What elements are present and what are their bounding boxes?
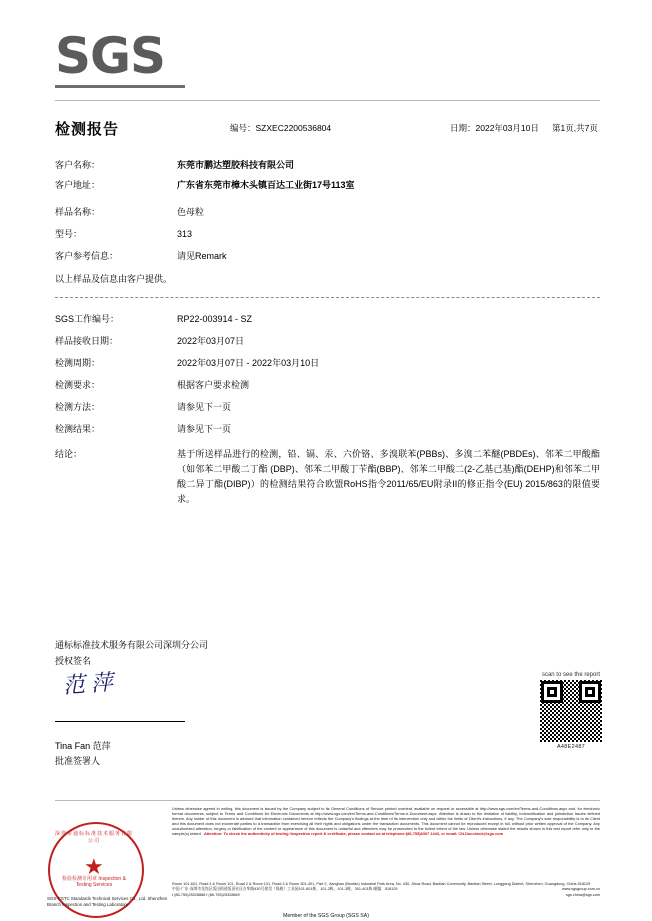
- qr-code-id: A48E2487: [556, 744, 586, 750]
- field-value: 色母粒: [177, 207, 205, 217]
- field-row: [55, 378, 600, 393]
- contact-email: sgs.china@sgs.com: [565, 892, 600, 897]
- field-row: [55, 312, 600, 327]
- field-row: [55, 422, 600, 437]
- field-row: [55, 400, 600, 415]
- sgs-member-line: Member of the SGS Group (SGS SA): [283, 913, 369, 919]
- field-row: [55, 249, 600, 264]
- report-date-label: 日期：: [450, 123, 476, 133]
- signer-role: 批准签署人: [55, 756, 101, 766]
- title-row: [55, 118, 600, 144]
- conclusion-text: 基于所送样品进行的检测，铅、镉、汞、六价铬、多溴联苯(PBBs)、多溴二苯醚(PBDEs)、邻苯二甲酸酯（如邻苯二甲酸二丁酯 (DBP)、邻苯二甲酸丁苄酯(BBP)、邻苯二甲酸二(2-乙基己基)酯(DEHP)和邻苯二甲酸二异丁酯(DIBP)）的检测结果符合欧盟RoHS指令2011/65/EU附录II的修正指令(EU) 2015/863的限值要求。: [177, 449, 600, 504]
- authorized-signature-label: 授权签名: [55, 656, 92, 666]
- field-value: 根据客户要求检测: [177, 380, 250, 390]
- handwritten-signature: 范萍: [62, 670, 120, 699]
- field-label: 型号：: [55, 229, 83, 239]
- sgs-logo: SGS: [55, 27, 166, 85]
- report-number-label: 编号：: [230, 123, 256, 133]
- field-value: 请见Remark: [177, 251, 227, 261]
- conclusion-label: 结论：: [55, 449, 83, 459]
- signature-area: [55, 669, 600, 739]
- field-value: RP22-003914 - SZ: [177, 314, 253, 324]
- report-date-value: 2022年03月10日: [475, 123, 539, 133]
- field-row: [55, 227, 600, 242]
- report-number: [230, 122, 331, 134]
- page-title: 检测报告: [55, 121, 120, 138]
- field-value: 东莞市鹏达塑胶科技有限公司: [177, 160, 295, 170]
- field-label: SGS工作编号：: [55, 314, 120, 324]
- footer-divider: [55, 800, 600, 801]
- signature-line: [55, 721, 185, 722]
- sgs-logo-block: [55, 27, 600, 90]
- section-divider: [55, 297, 600, 298]
- field-row: [55, 178, 600, 193]
- field-label: 样品接收日期：: [55, 336, 119, 346]
- field-value: 2022年03月07日: [177, 336, 245, 346]
- footer-disclaimer: [172, 806, 600, 837]
- qr-code-block: [536, 672, 606, 750]
- field-label: 客户地址：: [55, 180, 101, 190]
- seal-center-text: 检验检测专用章 Inspection & Testing Services: [62, 876, 126, 888]
- field-label: 样品名称：: [55, 207, 101, 217]
- field-row: [55, 356, 600, 371]
- conclusion-row: [55, 447, 600, 507]
- field-label: 检测周期：: [55, 358, 101, 368]
- page-count: 第1页,共7页: [552, 123, 598, 133]
- report-date: [450, 122, 539, 134]
- qr-code-image[interactable]: [540, 680, 602, 742]
- field-row: [55, 205, 600, 220]
- issuing-company: 通标标准技术服务有限公司深圳分公司: [55, 640, 209, 650]
- header-divider: [55, 100, 600, 101]
- field-value: 2022年03月07日 - 2022年03月10日: [177, 358, 320, 368]
- signature-block: [55, 637, 600, 769]
- field-label: 客户名称：: [55, 160, 101, 170]
- sample-source-note: 以上样品及信息由客户提供。: [55, 274, 173, 284]
- footer-company-name: SGS-CSTC Standards Technical Services Co., Ltd. Shenzhen Branch Inspection and Testing Laboratory: [47, 896, 168, 907]
- report-number-value: SZXEC2200536804: [255, 123, 332, 133]
- star-icon: ★: [84, 854, 104, 879]
- field-label: 检测方法：: [55, 402, 101, 412]
- address-english: Room 101-601, Road 4 & Room 101, Road 2 & Room 101, Road 3 & Room 301-401, Part 2, Jianghao (Bonfan) Industrial Park Area, No. 430, Jihua Road, Bantian Community, Bantian Street, Longgang District, Shenzhen, Guangdong, China 518129: [172, 882, 591, 886]
- attention-text: Attention: To check the authenticity of testing /inspection report & certificate, please contact us at telephone:(86-755)8307 1443, or email: CN.Doccheck@sgs.com: [204, 831, 504, 837]
- contact-tel: t (86-755)25328888 f (86-755)25328869: [172, 892, 240, 897]
- contact-web: www.sgsgroup.com.cn: [562, 887, 600, 892]
- footer-address-block: [172, 882, 600, 898]
- disclaimer-text: Unless otherwise agreed in writing, this document is issued by the Company subject to its General Conditions of Service printed overleaf, available on request or accessible at http://www.sgs.com/en/Terms-and-Conditions.aspx and, for electronic format documents, subject to Terms and Conditions for Electronic Documents at http://www.sgs.com/en/Terms-and-Conditions/Terms-e-Document.aspx. Attention is drawn to the limitation of liability, indemnification and jurisdiction issues defined therein. Any holder of this document is advised that information contained hereon reflects the Company's findings at the time of its intervention only and within the limits of Client's instructions, if any. The Company's sole responsibility is to its Client and this document does not exonerate parties to a transaction from exercising all their rights and obligations under the transaction documents. This document cannot be reproduced except in full, without prior written approval of the Company. Any unauthorized alteration, forgery or falsification of the content or appearance of this document is unlawful and offenders may be prosecuted to the fullest extent of the law. Unless otherwise stated the results shown in this test report refer only to the sample(s) tested .: [172, 806, 600, 837]
- field-label: 检测结果：: [55, 424, 101, 434]
- report-body: [55, 27, 600, 769]
- field-label: 客户参考信息：: [55, 251, 119, 261]
- work-info-block: [55, 312, 600, 507]
- field-row: [55, 158, 600, 173]
- field-label: 检测要求：: [55, 380, 101, 390]
- field-value: 请参见下一页: [177, 424, 232, 434]
- contact-line: [172, 893, 600, 898]
- signer-name: Tina Fan 范萍: [55, 741, 111, 751]
- field-value: 广东省东莞市樟木头镇百达工业街17号113室: [177, 180, 355, 190]
- field-value: 313: [177, 229, 193, 239]
- field-row: [55, 334, 600, 349]
- seal-top-text: 深圳市通标标准技术服务有限公司: [54, 831, 133, 844]
- address-chinese-text: 中国·广东·深圳市龙岗区坂田街道坂田社区吉华路430号建昊（保税）工业园101-601栋、101-2栋、101-3栋、301-401栋 邮编：518129: [172, 887, 398, 892]
- customer-info-block: [55, 158, 600, 287]
- page-footer: [0, 800, 652, 921]
- logo-underline: [55, 85, 185, 88]
- field-value: 请参见下一页: [177, 402, 232, 412]
- qr-caption: scan to see the report: [541, 672, 601, 678]
